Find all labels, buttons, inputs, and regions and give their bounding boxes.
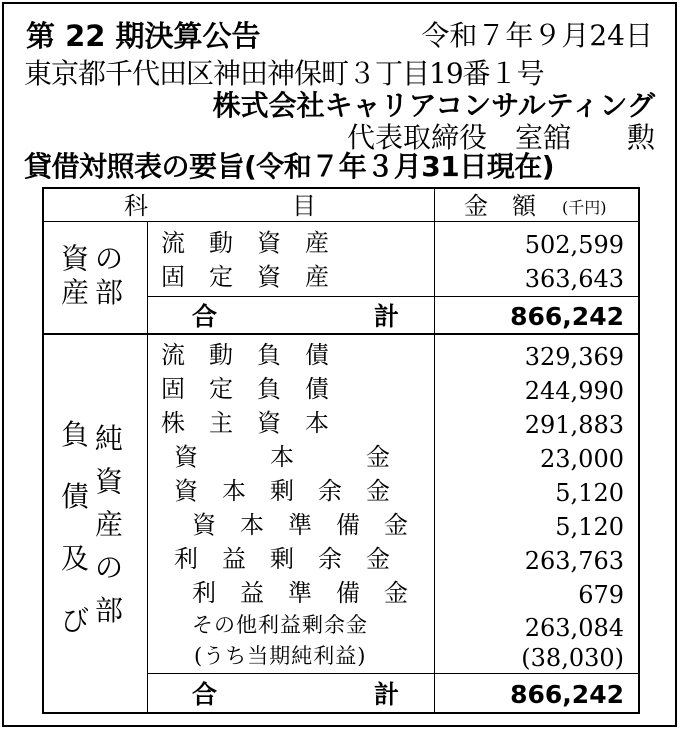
asset-row-label: 固 定 資 産 xyxy=(161,263,329,291)
liab-row-value: 679 xyxy=(578,581,624,609)
liab-total-value: 866,242 xyxy=(510,680,624,709)
company-name: 株式会社キャリアコンサルティング xyxy=(212,89,655,122)
assets-total-rule xyxy=(147,296,638,297)
header-unit: (千円) xyxy=(562,198,607,217)
assets-total-value: 866,242 xyxy=(510,302,624,331)
liab-total-label-a: 合 xyxy=(192,680,218,709)
balance-sheet-table xyxy=(42,187,640,714)
liab-total-rule xyxy=(147,673,638,674)
header-item: 科 目 xyxy=(124,192,316,220)
liab-row-value: (38,030) xyxy=(521,644,624,672)
amount-column-rule xyxy=(434,189,435,712)
assets-total-label-a: 合 xyxy=(192,302,218,331)
header-rule xyxy=(44,221,638,222)
liab-row-label: 利 益 剰 余 金 xyxy=(174,545,390,573)
asset-row-value: 363,643 xyxy=(524,265,624,293)
assets-label-col2: の 部 xyxy=(94,242,123,309)
assets-rule xyxy=(44,333,638,335)
liab-row-label: 利 益 準 備 金 xyxy=(192,579,408,607)
liab-row-label: 資 本 剰 余 金 xyxy=(174,477,390,505)
liab-row-value: 244,990 xyxy=(524,377,624,405)
asset-row-label: 流 動 資 産 xyxy=(161,229,329,257)
notice-date: 令和７年９月24日 xyxy=(421,19,653,52)
liab-row-value: 23,000 xyxy=(540,445,624,473)
liab-row-value: 291,883 xyxy=(524,411,624,439)
liab-row-label: 株 主 資 本 xyxy=(161,409,329,437)
liab-row-label: (うち当期純利益) xyxy=(194,644,367,668)
label-column-rule xyxy=(147,221,148,712)
header-amount: 金 額 xyxy=(464,192,536,220)
balance-sheet-subtitle: 貸借対照表の要旨(令和７年３月31日現在) xyxy=(24,150,555,183)
liab-row-value: 263,763 xyxy=(524,547,624,575)
notice-title: 第 22 期決算公告 xyxy=(26,19,261,53)
liab-row-label: 資 本 金 xyxy=(174,443,390,471)
liab-row-value: 5,120 xyxy=(555,513,624,541)
assets-total-label-b: 計 xyxy=(374,302,400,331)
liab-label-col1: 負 債 及 び xyxy=(60,418,89,637)
liab-label-col2: 純 資 産 の 部 xyxy=(94,422,123,627)
liab-total-label-b: 計 xyxy=(374,680,400,709)
liab-row-value: 5,120 xyxy=(555,479,624,507)
liab-row-value: 263,084 xyxy=(524,614,624,642)
liab-row-label: その他利益剰余金 xyxy=(192,613,368,637)
asset-row-value: 502,599 xyxy=(524,231,624,259)
representative: 代表取締役 室舘 勲 xyxy=(346,121,655,154)
assets-label-col1: 資 産 xyxy=(60,242,89,309)
liab-row-label: 固 定 負 債 xyxy=(161,375,329,403)
liab-row-value: 329,369 xyxy=(524,343,624,371)
company-address: 東京都千代田区神田神保町３丁目19番１号 xyxy=(24,57,544,90)
liab-row-label: 資 本 準 備 金 xyxy=(192,511,408,539)
liab-row-label: 流 動 負 債 xyxy=(161,341,329,369)
